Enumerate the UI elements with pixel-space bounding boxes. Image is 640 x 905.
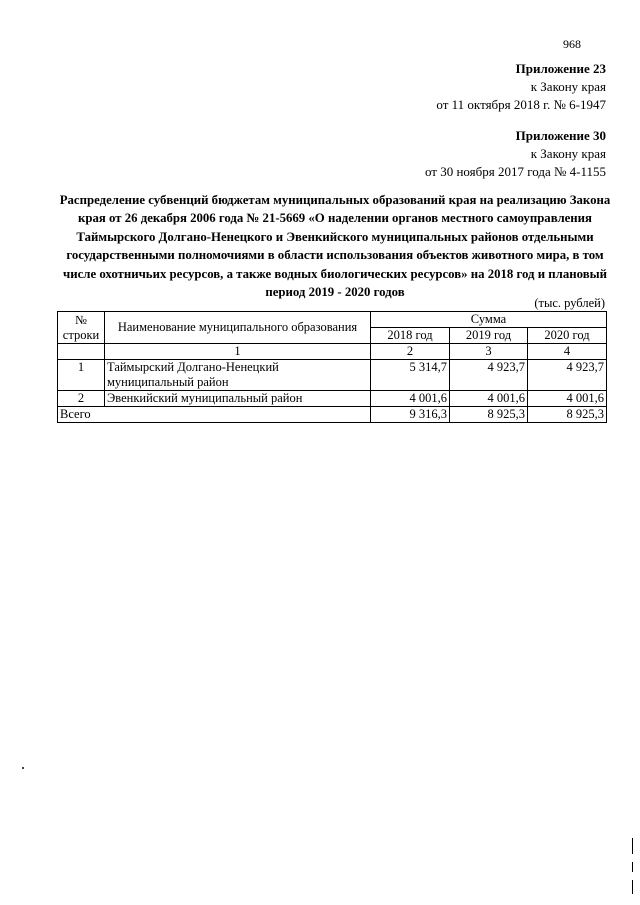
scan-speck [22, 767, 24, 769]
table-row [58, 360, 607, 391]
table-index-row [58, 344, 607, 360]
total-value: 8 925,3 [528, 407, 607, 423]
appendix-previous [425, 127, 606, 181]
year-header: 2020 год [528, 328, 607, 344]
row-value: 4 001,6 [528, 391, 607, 407]
total-value: 9 316,3 [371, 407, 450, 423]
row-value: 4 923,7 [450, 360, 528, 391]
row-num: 2 [58, 391, 105, 407]
document-title: Распределение субвенций бюджетам муниципальных образований края на реализацию Закона края от 26 декабря 2006 года № 21-5669 «О наделении органов местного самоуправления Таймырского Долгано-Ненецкого и Эвенкийского муниципальных районов отдельными государственными полномочиями в области использования объектов животного мира, в том числе охотничьих ресурсов, а также водных биологических ресурсов» на 2018 год и плановый период 2019 - 2020 годов [59, 193, 611, 300]
index-cell: 4 [528, 344, 607, 360]
total-value: 8 925,3 [450, 407, 528, 423]
row-value: 4 001,6 [371, 391, 450, 407]
appendix-previous-title: Приложение 30 [515, 128, 606, 143]
page-number: 968 [563, 37, 581, 51]
appendix-current [436, 60, 606, 114]
year-header: 2018 год [371, 328, 450, 344]
col-num-header: № строки [58, 312, 105, 344]
row-num: 1 [58, 360, 105, 391]
unit-label: (тыс. рублей) [534, 296, 605, 310]
row-value: 4 923,7 [528, 360, 607, 391]
margin-mark [632, 880, 633, 894]
appendix-current-line2: от 11 октября 2018 г. № 6-1947 [436, 97, 606, 112]
index-cell: 3 [450, 344, 528, 360]
row-value: 4 001,6 [450, 391, 528, 407]
appendix-current-line1: к Закону края [530, 79, 606, 94]
appendix-previous-line2: от 30 ноября 2017 года № 4-1155 [424, 164, 606, 179]
row-name: Эвенкийский муниципальный район [105, 391, 371, 407]
index-cell: 2 [371, 344, 450, 360]
col-sum-header: Сумма [371, 312, 607, 328]
margin-mark [632, 862, 633, 872]
row-value: 5 314,7 [371, 360, 450, 391]
year-header: 2019 год [450, 328, 528, 344]
total-label: Всего [58, 407, 371, 423]
subvention-table [57, 311, 607, 423]
table-total-row [58, 407, 607, 423]
margin-mark [632, 838, 633, 854]
col-name-header: Наименование муниципального образования [105, 312, 371, 344]
appendix-current-title: Приложение 23 [515, 61, 606, 76]
table-row [58, 391, 607, 407]
index-cell: 1 [105, 344, 371, 360]
table-header-row [58, 312, 607, 328]
row-name: Таймырский Долгано-Ненецкий муниципальный район [105, 360, 371, 391]
appendix-previous-line1: к Закону края [530, 146, 606, 161]
